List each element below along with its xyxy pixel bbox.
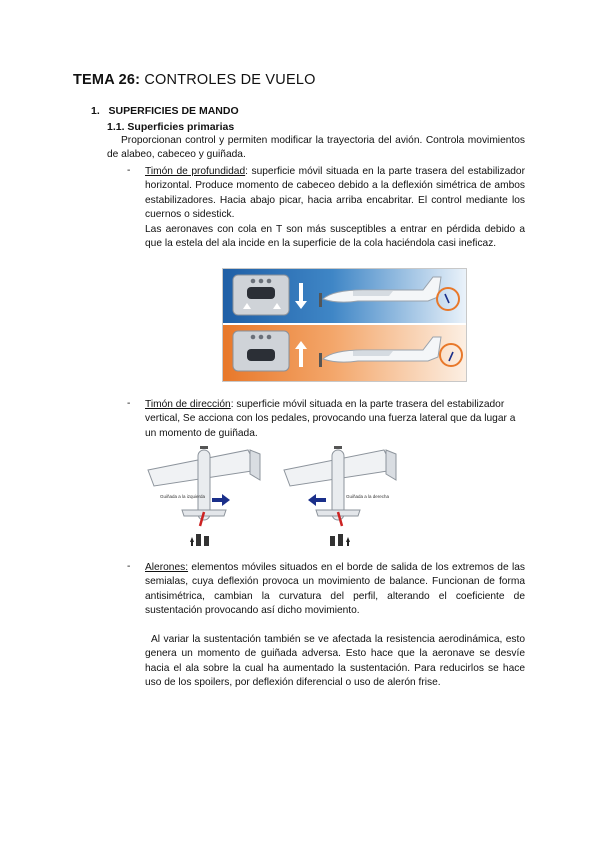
adverse-yaw-paragraph: Al variar la sustentación también se ve afectada la resistencia aerodinámica, esto genera un momento de guiñada adversa. Esto hace que la aeronave se desvíe hacia el ala sobre la cual ha aumentado la sustentación. Para reducirlos se hace uso de los spoilers, por deflexión diferencial o uso de alerón frise. [145, 634, 525, 689]
title-text: CONTROLES DE VUELO [140, 72, 316, 88]
section-title: SUPERFICIES DE MANDO [108, 105, 239, 117]
section-number: 1. [91, 105, 100, 117]
t-tail-note: Las aeronaves con cola en T son más susceptibles a entrar en pérdida debido a que la estela del ala incide en la superficie de la cola haciéndola casi ineficaz. [145, 224, 525, 250]
subsection-heading: 1.1. Superficies primarias [107, 121, 235, 133]
yoke-icon [233, 331, 289, 371]
yaw-right-label: Guiñada a la derecha [346, 494, 390, 499]
rudder-text: : superficie móvil situada en la parte trasera del estabilizador vertical, Se acciona con los pedales, provocando una fuerza lateral que da lugar a un momento de guiñada. [145, 399, 516, 439]
right-arrow-icon [212, 494, 230, 506]
elevator-term: Timón de profundidad [145, 166, 246, 177]
elevator-figure [222, 268, 467, 382]
rudder-paragraph [145, 398, 525, 441]
rudder-diagram [146, 444, 399, 554]
elevator-text: : superficie móvil situada en la parte trasera del estabilizador horizontal. Produce momento de cabeceo debido a la deflexión simétrica de ambos estabilizadores. Hacia abajo picar, hacia arriba encabritar. El control mediante los cuernos o sidestick. [145, 166, 525, 221]
rudder-term: Timón de dirección [145, 399, 231, 410]
ailerons-paragraph [145, 561, 525, 619]
section-heading [91, 105, 239, 117]
rudder-figure [146, 444, 399, 554]
pedal-icon [190, 534, 209, 546]
bullet-dash: - [127, 398, 131, 409]
airplane-icon [148, 446, 260, 526]
ailerons-text: elementos móviles situados en el borde de salida de los extremos de las semialas, cuya deflexión provoca un movimiento de balance. Funcionan de forma antisimétrica, cambian la curvatura del perfil, alterando el coeficiente de sustentación provocando así dicho movimiento. [145, 562, 525, 617]
yaw-left-label: Guiñada a la izquierda [160, 494, 206, 499]
bullet-dash: - [127, 561, 131, 572]
page-title [73, 72, 316, 88]
title-number: TEMA 26: [73, 72, 141, 88]
bullet-dash: - [127, 165, 131, 176]
pedal-icon [330, 534, 350, 546]
elevator-diagram [223, 269, 466, 381]
intro-paragraph: Proporcionan control y permiten modificar la trayectoria del avión. Controla movimientos de alabeo, cabeceo y guiñada. [107, 135, 525, 161]
yoke-icon [233, 275, 289, 315]
airplane-icon [284, 446, 396, 526]
ailerons-term: Alerones: [145, 562, 189, 573]
elevator-paragraph [145, 165, 525, 223]
left-arrow-icon [308, 494, 326, 506]
